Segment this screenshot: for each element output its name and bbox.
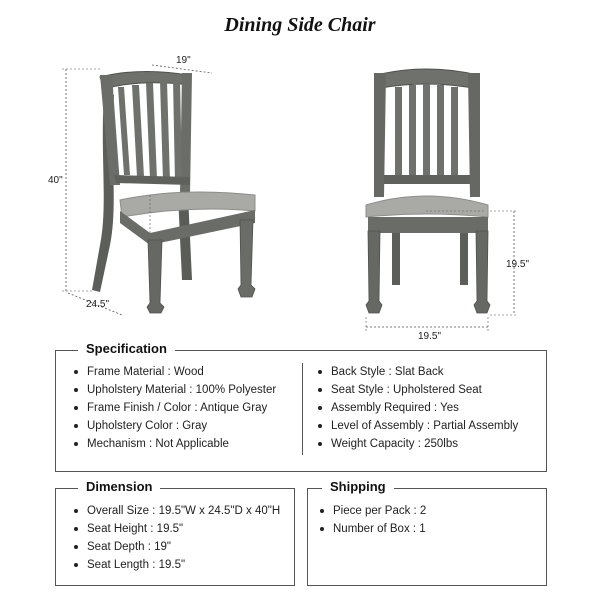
dimension-heading: Dimension [78,479,160,494]
list-item: Mechanism : Not Applicable [74,435,276,453]
list-item: Frame Finish / Color : Antique Gray [74,399,276,417]
dimension-list [74,502,280,574]
list-item: Seat Height : 19.5" [74,520,280,538]
list-item: Assembly Required : Yes [318,399,518,417]
list-item: Piece per Pack : 2 [320,502,426,520]
list-item: Frame Material : Wood [74,363,276,381]
shipping-list [320,502,426,538]
list-item: Overall Size : 19.5"W x 24.5"D x 40"H [74,502,280,520]
depth-dimension-label: 24.5" [86,299,110,310]
list-item: Seat Length : 19.5" [74,556,280,574]
column-divider [302,363,303,455]
list-item: Number of Box : 1 [320,520,426,538]
list-item: Level of Assembly : Partial Assembly [318,417,518,435]
list-item: Seat Style : Upholstered Seat [318,381,518,399]
back-width-dimension-label: 19" [176,55,191,66]
specification-heading: Specification [78,341,175,356]
specification-left-list [74,363,276,453]
list-item: Upholstery Color : Gray [74,417,276,435]
page-title: Dining Side Chair [224,14,376,36]
chair-front-view [366,69,529,342]
front-width-dimension-label: 19.5" [418,331,442,342]
specification-right-list [318,363,518,453]
list-item: Seat Depth : 19" [74,538,280,556]
list-item: Weight Capacity : 250lbs [318,435,518,453]
dimension-box [55,479,295,586]
shipping-heading: Shipping [322,479,394,494]
specification-box [55,341,547,472]
list-item: Upholstery Material : 100% Polyester [74,381,276,399]
seat-height-dimension-label: 19.5" [506,259,530,270]
chair-side-view [48,55,255,315]
shipping-box [307,479,547,586]
list-item: Back Style : Slat Back [318,363,518,381]
chair-illustrations [0,45,600,345]
height-dimension-label: 40" [48,175,63,186]
